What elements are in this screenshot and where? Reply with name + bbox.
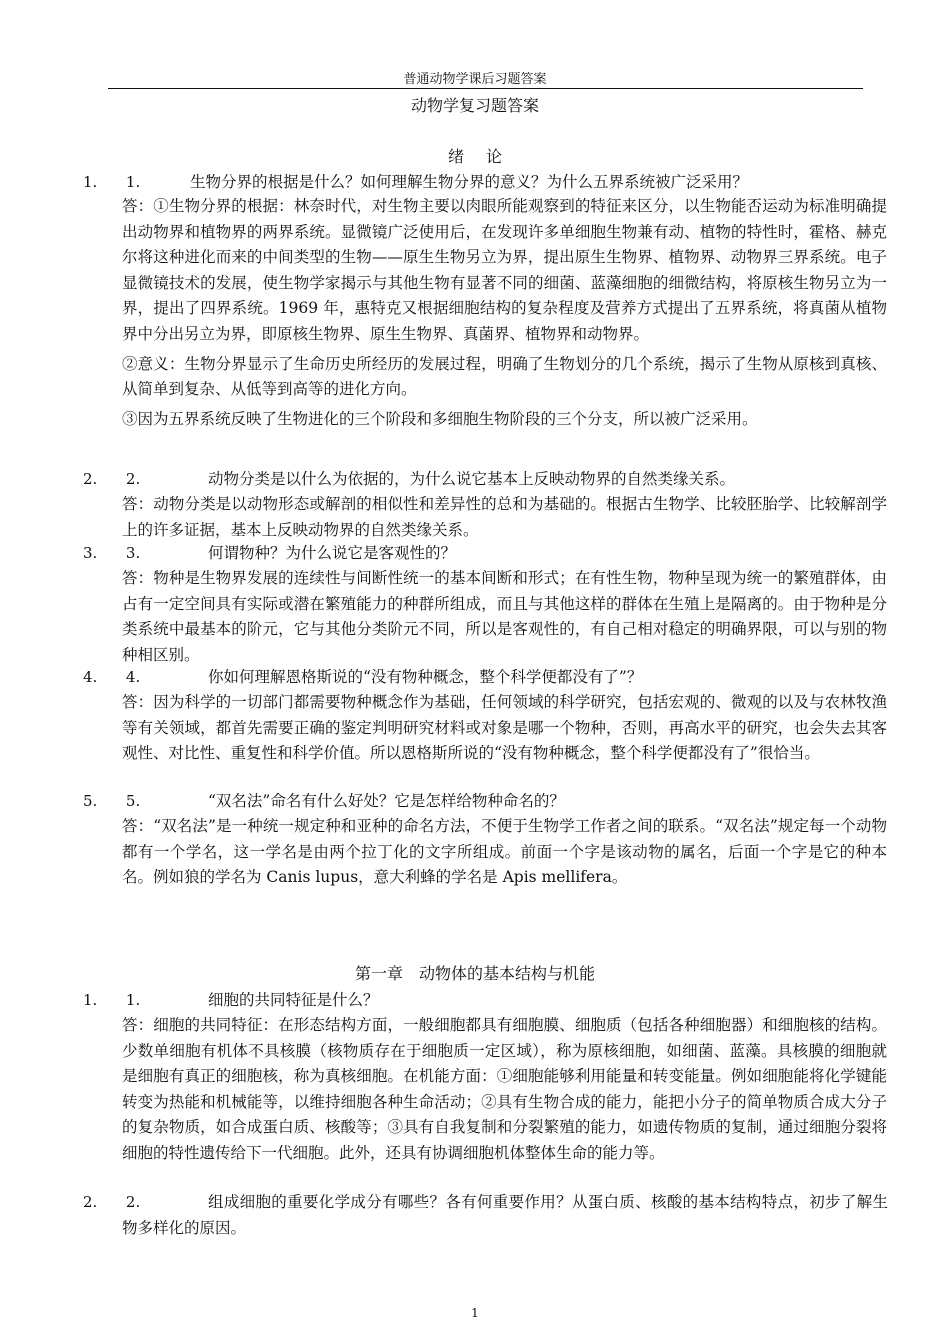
question-number: 4. 4.: [83, 668, 141, 686]
answer-paragraph: 答：因为科学的一切部门都需要物种概念作为基础，任何领域的科学研究，包括宏观的、微观的以及与农林牧渔等有关领域，都首先需要正确的鉴定判明研究材料或对象是哪一个物种，否则，再高水平的研究，也会失去其客观性、对比性、重复性和科学价值。所以恩格斯所说的“没有物种概念，整个科学便都没有了”很恰当。: [122, 693, 887, 763]
answer-paragraph: 答：“双名法”是一种统一规定种和亚种的命名方法，不便于生物学工作者之间的联系。“双名法”规定每一个动物都有一个学名，这一学名是由两个拉丁化的文字所组成。前面一个字是该动物的属名，后面一个字是它的种本名。例如狼的学名为 Canis lupus，意大利蜂的学名是 Apis mellifera。: [122, 817, 887, 887]
question-text: 细胞的共同特征是什么？: [208, 991, 379, 1009]
answer-paragraph: 答：物种是生物界发展的连续性与间断性统一的基本间断和形式；在有性生物，物种呈现为统一的繁殖群体，由占有一定空间具有实际或潜在繁殖能力的种群所组成，而且与其他这样的群体在生殖上是隔离的。由于物种是分类系统中最基本的阶元，它与其他分类阶元不同，所以是客观性的，有自己相对稳定的明确界限，可以与别的物种相区别。: [122, 569, 887, 664]
running-header: 普通动物学课后习题答案: [403, 72, 547, 87]
page-number: 1: [471, 1306, 479, 1320]
question-text: “双名法”命名有什么好处？它是怎样给物种命名的？: [208, 792, 565, 810]
answer-paragraph: ②意义：生物分界显示了生命历史所经历的发展过程，明确了生物划分的几个系统，揭示了生物从原核到真核、从简单到复杂、从低等到高等的进化方向。: [122, 354, 887, 399]
answer-block: [122, 566, 887, 668]
section-heading-chapter-1: 第一章 动物体的基本结构与机能: [354, 964, 595, 983]
answer-paragraph: ③因为五界系统反映了生物进化的三个阶段和多细胞生物阶段的三个分支，所以被广泛采用。: [122, 409, 758, 428]
answer-block: [122, 814, 887, 891]
question-number: 3. 3.: [83, 544, 141, 562]
question-number: 1. 1.: [83, 173, 141, 191]
answer-block: [122, 1013, 887, 1167]
question-text: 你如何理解恩格斯说的“没有物种概念，整个科学便都没有了”？: [208, 668, 643, 686]
answer-block: [122, 194, 887, 432]
question-number: 1. 1.: [83, 991, 141, 1009]
answer-paragraph: 答：细胞的共同特征：在形态结构方面，一般细胞都具有细胞膜、细胞质（包括各种细胞器）和细胞核的结构。少数单细胞有机体不具核膜（核物质存在于细胞质一定区域），称为原核细胞，如细菌、蓝藻。具核膜的细胞就是细胞有真正的细胞核，称为真核细胞。在机能方面：①细胞能够利用能量和转变能量。例如细胞能将化学键能转变为热能和机械能等，以维持细胞各种生命活动；②具有生物合成的能力，能把小分子的简单物质合成大分子的复杂物质，如合成蛋白质、核酸等；③具有自我复制和分裂繁殖的能力，如遗传物质的复制，通过细胞分裂将细胞的特性遗传给下一代细胞。此外，还具有协调细胞机体整体生命的能力等。: [122, 1016, 887, 1162]
question-text: 动物分类是以什么为依据的，为什么说它基本上反映动物界的自然类缘关系。: [208, 470, 736, 488]
answer-paragraph: 答：动物分类是以动物形态或解剖的相似性和差异性的总和为基础的。根据古生物学、比较胚胎学、比较解剖学上的许多证据，基本上反映动物界的自然类缘关系。: [122, 495, 887, 539]
answer-paragraph: 答：①生物分界的根据：林奈时代，对生物主要以肉眼所能观察到的特征来区分，以生物能否运动为标准明确提出动物界和植物界的两界系统。显微镜广泛使用后，在发现许多单细胞生物兼有动、植物的特性时，霍格、赫克尔将这种进化而来的中间类型的生物——原生生物另立为界，提出原生生物界、植物界、动物界三界系统。电子显微镜技术的发展，使生物学家揭示与其他生物有显著不同的细菌、蓝藻细胞的细微结构，将原核生物另立为一界，提出了四界系统。1969 年，惠特克又根据细胞结构的复杂程度及营养方式提出了五界系统，将真菌从植物界中分出另立为界，即原核生物界、原生生物界、真菌界、植物界和动物界。: [122, 197, 887, 343]
answer-block: [122, 492, 887, 543]
question-number: 2. 2.: [83, 470, 141, 488]
section-heading-intro: 绪论: [447, 147, 524, 166]
question-number: 5. 5.: [83, 792, 141, 810]
question-text: 组成细胞的重要化学成分有哪些？各有何重要作用？从蛋白质、核酸的基本结构特点，初步了解生物多样化的原因。: [122, 1193, 888, 1237]
question-text: 何谓物种？为什么说它是客观性的？: [208, 544, 457, 562]
question-text: 生物分界的根据是什么？如何理解生物分界的意义？为什么五界系统被广泛采用？: [190, 173, 749, 191]
answer-block: [122, 690, 887, 767]
question-number: 2. 2.: [83, 1193, 141, 1211]
header-rule: [108, 88, 863, 89]
document-title: 动物学复习题答案: [410, 96, 539, 115]
